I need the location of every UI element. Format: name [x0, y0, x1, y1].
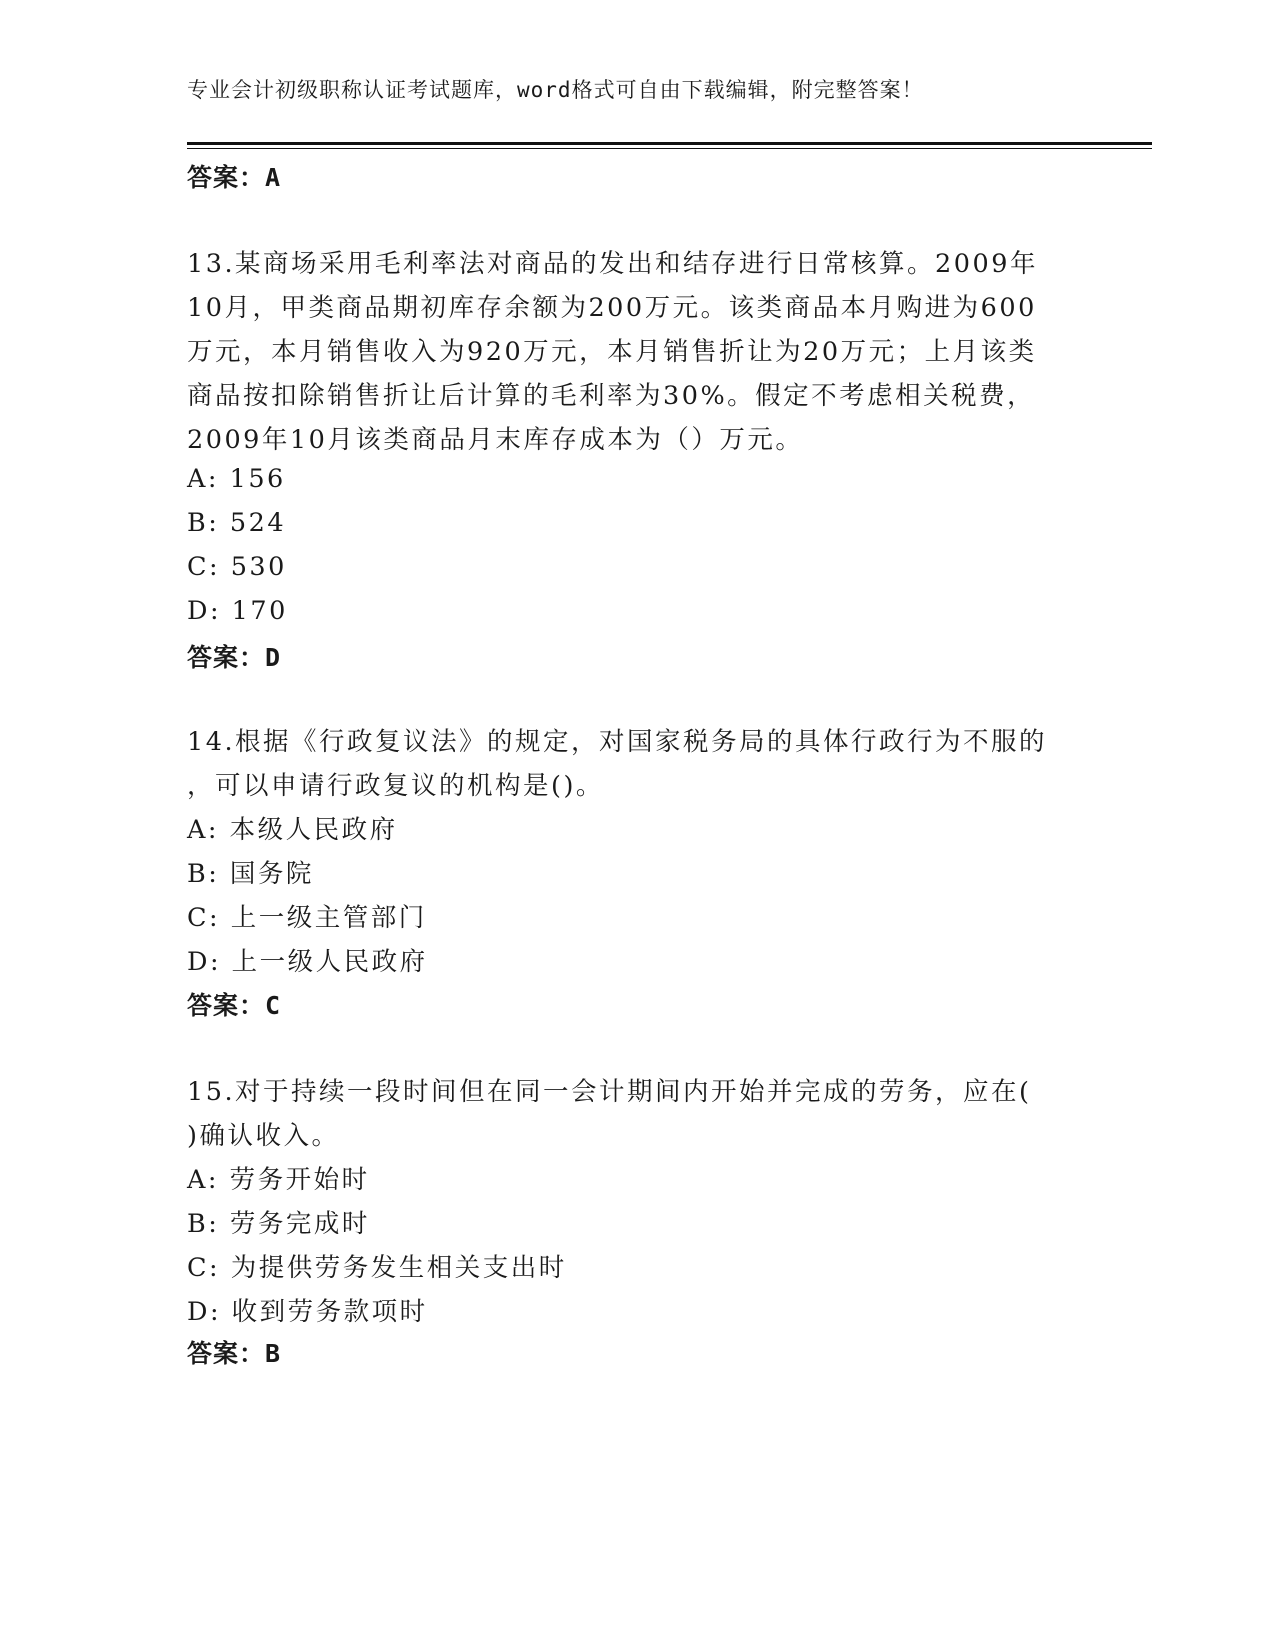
- question-14-option-c: C: 上一级主管部门: [187, 903, 427, 933]
- page-header: 专业会计初级职称认证考试题库，word格式可自由下载编辑，附完整答案！: [187, 78, 924, 102]
- question-14-option-a: A: 本级人民政府: [187, 815, 398, 845]
- question-14-line-2: ，可以申请行政复议的机构是()。: [187, 771, 604, 801]
- question-15-answer: 答案：B: [187, 1339, 282, 1368]
- answer-previous: 答案：A: [187, 163, 282, 192]
- question-15-option-c: C: 为提供劳务发生相关支出时: [187, 1253, 567, 1283]
- header-rule-thick: [187, 142, 1152, 145]
- question-15-option-a: A: 劳务开始时: [187, 1165, 370, 1195]
- question-13-line-3: 万元，本月销售收入为920万元，本月销售折让为20万元；上月该类: [187, 337, 1037, 367]
- question-13-line-2: 10月，甲类商品期初库存余额为200万元。该类商品本月购进为600: [187, 293, 1037, 323]
- question-14-option-d: D: 上一级人民政府: [187, 947, 428, 977]
- question-15-option-b: B: 劳务完成时: [187, 1209, 370, 1239]
- question-14-option-b: B: 国务院: [187, 859, 314, 889]
- question-13-option-c: C: 530: [187, 552, 287, 582]
- question-13-option-d: D: 170: [187, 596, 288, 626]
- question-14-line-1: 14.根据《行政复议法》的规定，对国家税务局的具体行政行为不服的: [187, 727, 1048, 757]
- question-13-line-1: 13.某商场采用毛利率法对商品的发出和结存进行日常核算。2009年: [187, 249, 1038, 279]
- question-13-line-4: 商品按扣除销售折让后计算的毛利率为30%。假定不考虑相关税费，: [187, 381, 1036, 411]
- question-15-line-1: 15.对于持续一段时间但在同一会计期间内开始并完成的劳务，应在(: [187, 1077, 1032, 1107]
- question-14-answer: 答案：C: [187, 991, 282, 1020]
- question-13-option-b: B: 524: [187, 508, 287, 538]
- question-13-answer: 答案：D: [187, 643, 282, 672]
- question-13-option-a: A: 156: [187, 464, 286, 494]
- question-15-line-2: )确认收入。: [187, 1121, 340, 1151]
- question-15-option-d: D: 收到劳务款项时: [187, 1297, 428, 1327]
- question-13-line-5: 2009年10月该类商品月末库存成本为（）万元。: [187, 425, 804, 455]
- header-rule-thin: [187, 148, 1152, 149]
